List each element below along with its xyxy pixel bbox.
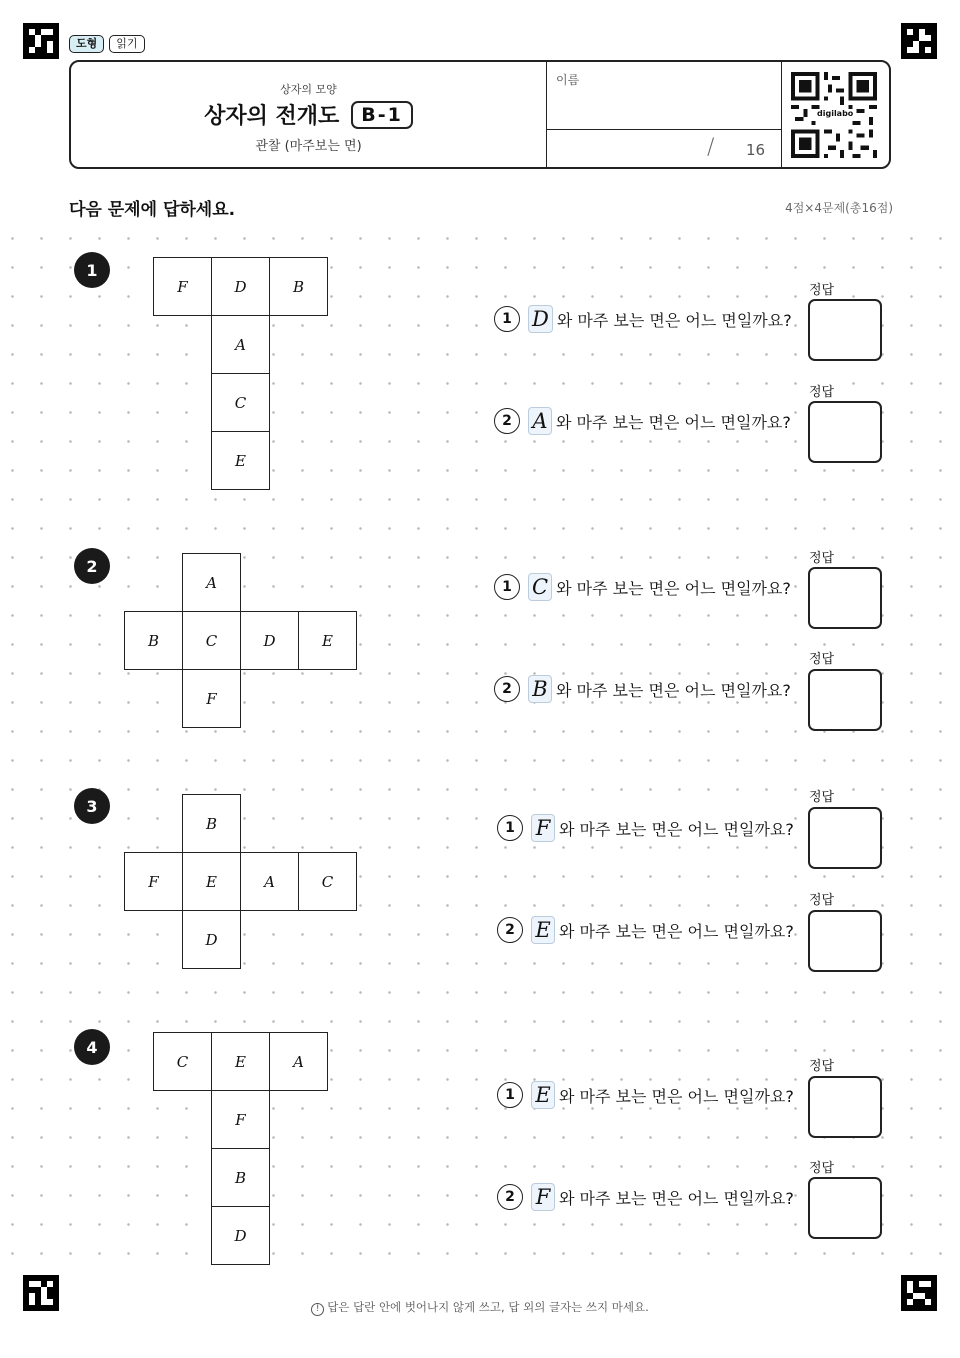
question <box>497 1183 794 1211</box>
net-face: D <box>211 1206 270 1265</box>
net-face: D <box>211 257 270 316</box>
net-face: F <box>211 1090 270 1149</box>
answer-box[interactable] <box>808 299 882 361</box>
answer-box[interactable] <box>808 401 882 463</box>
question <box>497 1081 794 1109</box>
instruction: 다음 문제에 답하세요. <box>69 200 236 220</box>
footer-notice <box>0 1299 960 1316</box>
question-number: 1 <box>494 306 520 332</box>
footer-text: 답은 답란 안에 벗어나지 않게 쓰고, 답 외의 글자는 쓰지 마세요. <box>327 1300 649 1314</box>
corner-marker-top-right <box>901 23 937 59</box>
problem-number-badge: 4 <box>74 1029 110 1065</box>
question-face-label: E <box>531 916 555 944</box>
score-slash: / <box>707 135 715 160</box>
warning-icon: ! <box>311 1303 324 1316</box>
question-text: 와 마주 보는 면은 어느 면일까요? <box>559 1186 794 1209</box>
problem-number-badge: 3 <box>74 788 110 824</box>
net-face: E <box>182 852 241 911</box>
footer-inner <box>307 1300 653 1314</box>
question-text: 와 마주 보는 면은 어느 면일까요? <box>559 817 794 840</box>
answer-box[interactable] <box>808 669 882 731</box>
net-face: F <box>153 257 212 316</box>
answer-label: 정답 <box>809 786 834 805</box>
question-face-label: B <box>528 675 552 703</box>
net-face: E <box>298 611 357 670</box>
question-text: 와 마주 보는 면은 어느 면일까요? <box>556 410 791 433</box>
question-face-label: E <box>531 1081 555 1109</box>
answer-box[interactable] <box>808 567 882 629</box>
name-label: 이름 <box>556 73 580 87</box>
category-tags <box>69 35 145 53</box>
net-face: C <box>153 1032 212 1091</box>
question-text: 와 마주 보는 면은 어느 면일까요? <box>559 919 794 942</box>
question-face-label: C <box>528 573 552 601</box>
answer-label: 정답 <box>809 1055 834 1074</box>
question-text: 와 마주 보는 면은 어느 면일까요? <box>557 308 792 331</box>
net-face: B <box>182 794 241 853</box>
question-face-label: F <box>531 1183 555 1211</box>
net-face: B <box>211 1148 270 1207</box>
header-title-area <box>71 62 546 167</box>
qr-label: digilabo <box>817 109 854 118</box>
question-text: 와 마주 보는 면은 어느 면일까요? <box>556 678 791 701</box>
answer-box[interactable] <box>808 910 882 972</box>
net-face: F <box>182 669 241 728</box>
answer-box[interactable] <box>808 1076 882 1138</box>
tag-shape: 도형 <box>69 35 104 53</box>
net-face: C <box>298 852 357 911</box>
question-number: 1 <box>497 1082 523 1108</box>
net-face: A <box>269 1032 328 1091</box>
corner-marker-top-left <box>23 23 59 59</box>
tag-reading: 읽기 <box>109 35 144 53</box>
net-face: E <box>211 431 270 490</box>
score-info: 4점×4문제(총16점) <box>785 201 893 215</box>
net-face: E <box>211 1032 270 1091</box>
problem-number-badge: 2 <box>74 548 110 584</box>
name-score-area <box>546 62 782 167</box>
question <box>494 305 792 333</box>
answer-label: 정답 <box>809 889 834 908</box>
worksheet-header <box>69 60 891 169</box>
net-face: B <box>269 257 328 316</box>
question-face-label: D <box>528 305 553 333</box>
answer-label: 정답 <box>809 279 834 298</box>
answer-box[interactable] <box>808 1177 882 1239</box>
question <box>494 407 791 435</box>
question-number: 2 <box>494 676 520 702</box>
answer-label: 정답 <box>809 648 834 667</box>
question-text: 와 마주 보는 면은 어느 면일까요? <box>559 1084 794 1107</box>
header-subtitle: 상자의 모양 <box>280 83 337 96</box>
question <box>497 814 794 842</box>
question <box>494 675 791 703</box>
question-number: 2 <box>494 408 520 434</box>
qr-code <box>791 72 877 158</box>
question-number: 2 <box>497 917 523 943</box>
problem-number-badge: 1 <box>74 252 110 288</box>
question <box>494 573 791 601</box>
answer-label: 정답 <box>809 381 834 400</box>
net-face: C <box>182 611 241 670</box>
level-code: B-1 <box>351 101 413 129</box>
question <box>497 916 794 944</box>
net-face: A <box>182 553 241 612</box>
page-title: 상자의 전개도 <box>204 104 340 129</box>
answer-label: 정답 <box>809 1157 834 1176</box>
question-number: 1 <box>497 815 523 841</box>
net-face: C <box>211 373 270 432</box>
net-face: A <box>240 852 299 911</box>
question-number: 1 <box>494 574 520 600</box>
answer-label: 정답 <box>809 547 834 566</box>
net-face: D <box>182 910 241 969</box>
question-face-label: F <box>531 814 555 842</box>
header-title-row <box>71 99 546 130</box>
net-face: A <box>211 315 270 374</box>
name-divider <box>547 129 781 130</box>
question-number: 2 <box>497 1184 523 1210</box>
net-face: B <box>124 611 183 670</box>
question-text: 와 마주 보는 면은 어느 면일까요? <box>556 576 791 599</box>
question-face-label: A <box>528 407 552 435</box>
answer-box[interactable] <box>808 807 882 869</box>
net-face: F <box>124 852 183 911</box>
score-total: 16 <box>746 141 766 159</box>
header-description: 관찰 (마주보는 면) <box>255 139 362 154</box>
net-face: D <box>240 611 299 670</box>
